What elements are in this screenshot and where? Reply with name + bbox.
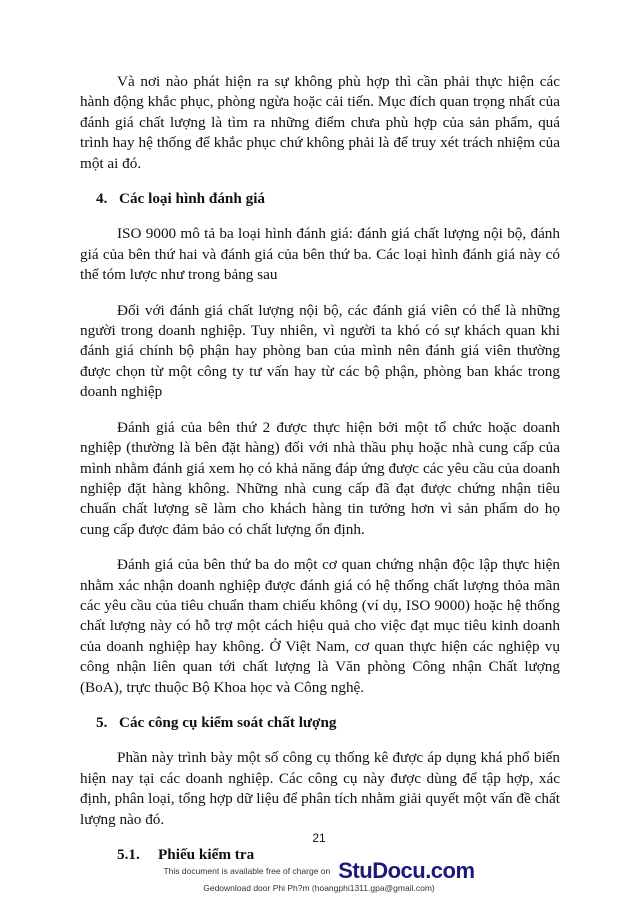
section-heading-5 [80, 713, 560, 733]
availability-note: This document is available free of charge on [163, 866, 331, 876]
paragraph: Và nơi nào phát hiện ra sự không phù hợp thì cần phải thực hiện các hành động khắc phục, phòng ngừa hoặc cải tiến. Mục đích quan trọng nhất của đánh giá chất lượng là tìm ra những điểm chưa phù hợp của sản phẩm, quá trình hay hệ thống để khắc phục chứ không phải là để truy xét trách nhiệm của một ai đó. [80, 73, 560, 172]
section-number: 4. [96, 190, 108, 208]
subsection-number: 5.1. [117, 846, 140, 863]
paragraph: ISO 9000 mô tả ba loại hình đánh giá: đánh giá chất lượng nội bộ, đánh giá của bên thứ hai và đánh giá của bên thứ ba. Các loại hình đánh giá này có thể tóm lược như trong bảng sau [80, 225, 560, 284]
page-content [80, 72, 560, 880]
subsection-title: Phiếu kiểm tra [158, 846, 255, 863]
paragraph: Đánh giá của bên thứ 2 được thực hiện bởi một tổ chức hoặc doanh nghiệp (thường là bên đặt hàng) đối với nhà thầu phụ hoặc nhà cung cấp của mình nhằm đánh giá xem họ có khả năng đáp ứng được các yêu cầu của doanh nghiệp đặt hàng không. Những nhà cung cấp đã đạt được chứng nhận tiêu chuẩn chất lượng sẽ làm cho khách hàng tin tưởng hơn vì sản phẩm do họ cung cấp được đảm bảo có chất lượng ổn định. [80, 418, 560, 538]
page-number: 21 [312, 831, 326, 845]
paragraph: Đánh giá của bên thứ ba do một cơ quan chứng nhận độc lập thực hiện nhằm xác nhận doanh nghiệp được đánh giá có hệ thống chất lượng thỏa mãn các yêu cầu của tiêu chuẩn tham chiếu không (ví dụ, ISO 9000) hoặc hệ thống chất lượng này có hỗ trợ một cách hiệu quả cho việc đạt mục tiêu kinh doanh của doanh nghiệp hay không. Ở Việt Nam, cơ quan thực hiện các nghiệp vụ công nhận liên quan tới chất lượng là Văn phòng Công nhận Chất lượng (BoA), trực thuộc Bộ Khoa học và Công nghệ. [80, 556, 560, 696]
download-note: Gedownload door Phi Ph?m (hoangphi1311.gpa@gmail.com) [203, 883, 435, 893]
section-number: 5. [96, 713, 108, 731]
paragraph: Đối với đánh giá chất lượng nội bộ, các đánh giá viên có thể là những người trong doanh nghiệp. Tuy nhiên, vì người ta khó có sự khách quan khi đánh giá chính bộ phận hay phòng ban của mình nên đánh giá viên thường được chọn từ một công ty tư vấn hay từ các bộ phận, phòng ban khác trong doanh nghiệp [80, 301, 560, 401]
section-title: Các loại hình đánh giá [119, 190, 266, 208]
paragraph: Phần này trình bày một số công cụ thống kê được áp dụng khá phổ biến hiện nay tại các doanh nghiệp. Các công cụ này được dùng để tập hợp, xác định, phân loại, tổng hợp dữ liệu để phân tích nhằm giải quyết một vấn đề chất lượng nào đó. [80, 749, 560, 828]
section-title: Các công cụ kiểm soát chất lượng [119, 713, 337, 731]
studocu-logo-link[interactable]: StuDocu.com [338, 858, 475, 883]
section-heading-4 [80, 189, 560, 209]
footer-banner [0, 858, 638, 884]
